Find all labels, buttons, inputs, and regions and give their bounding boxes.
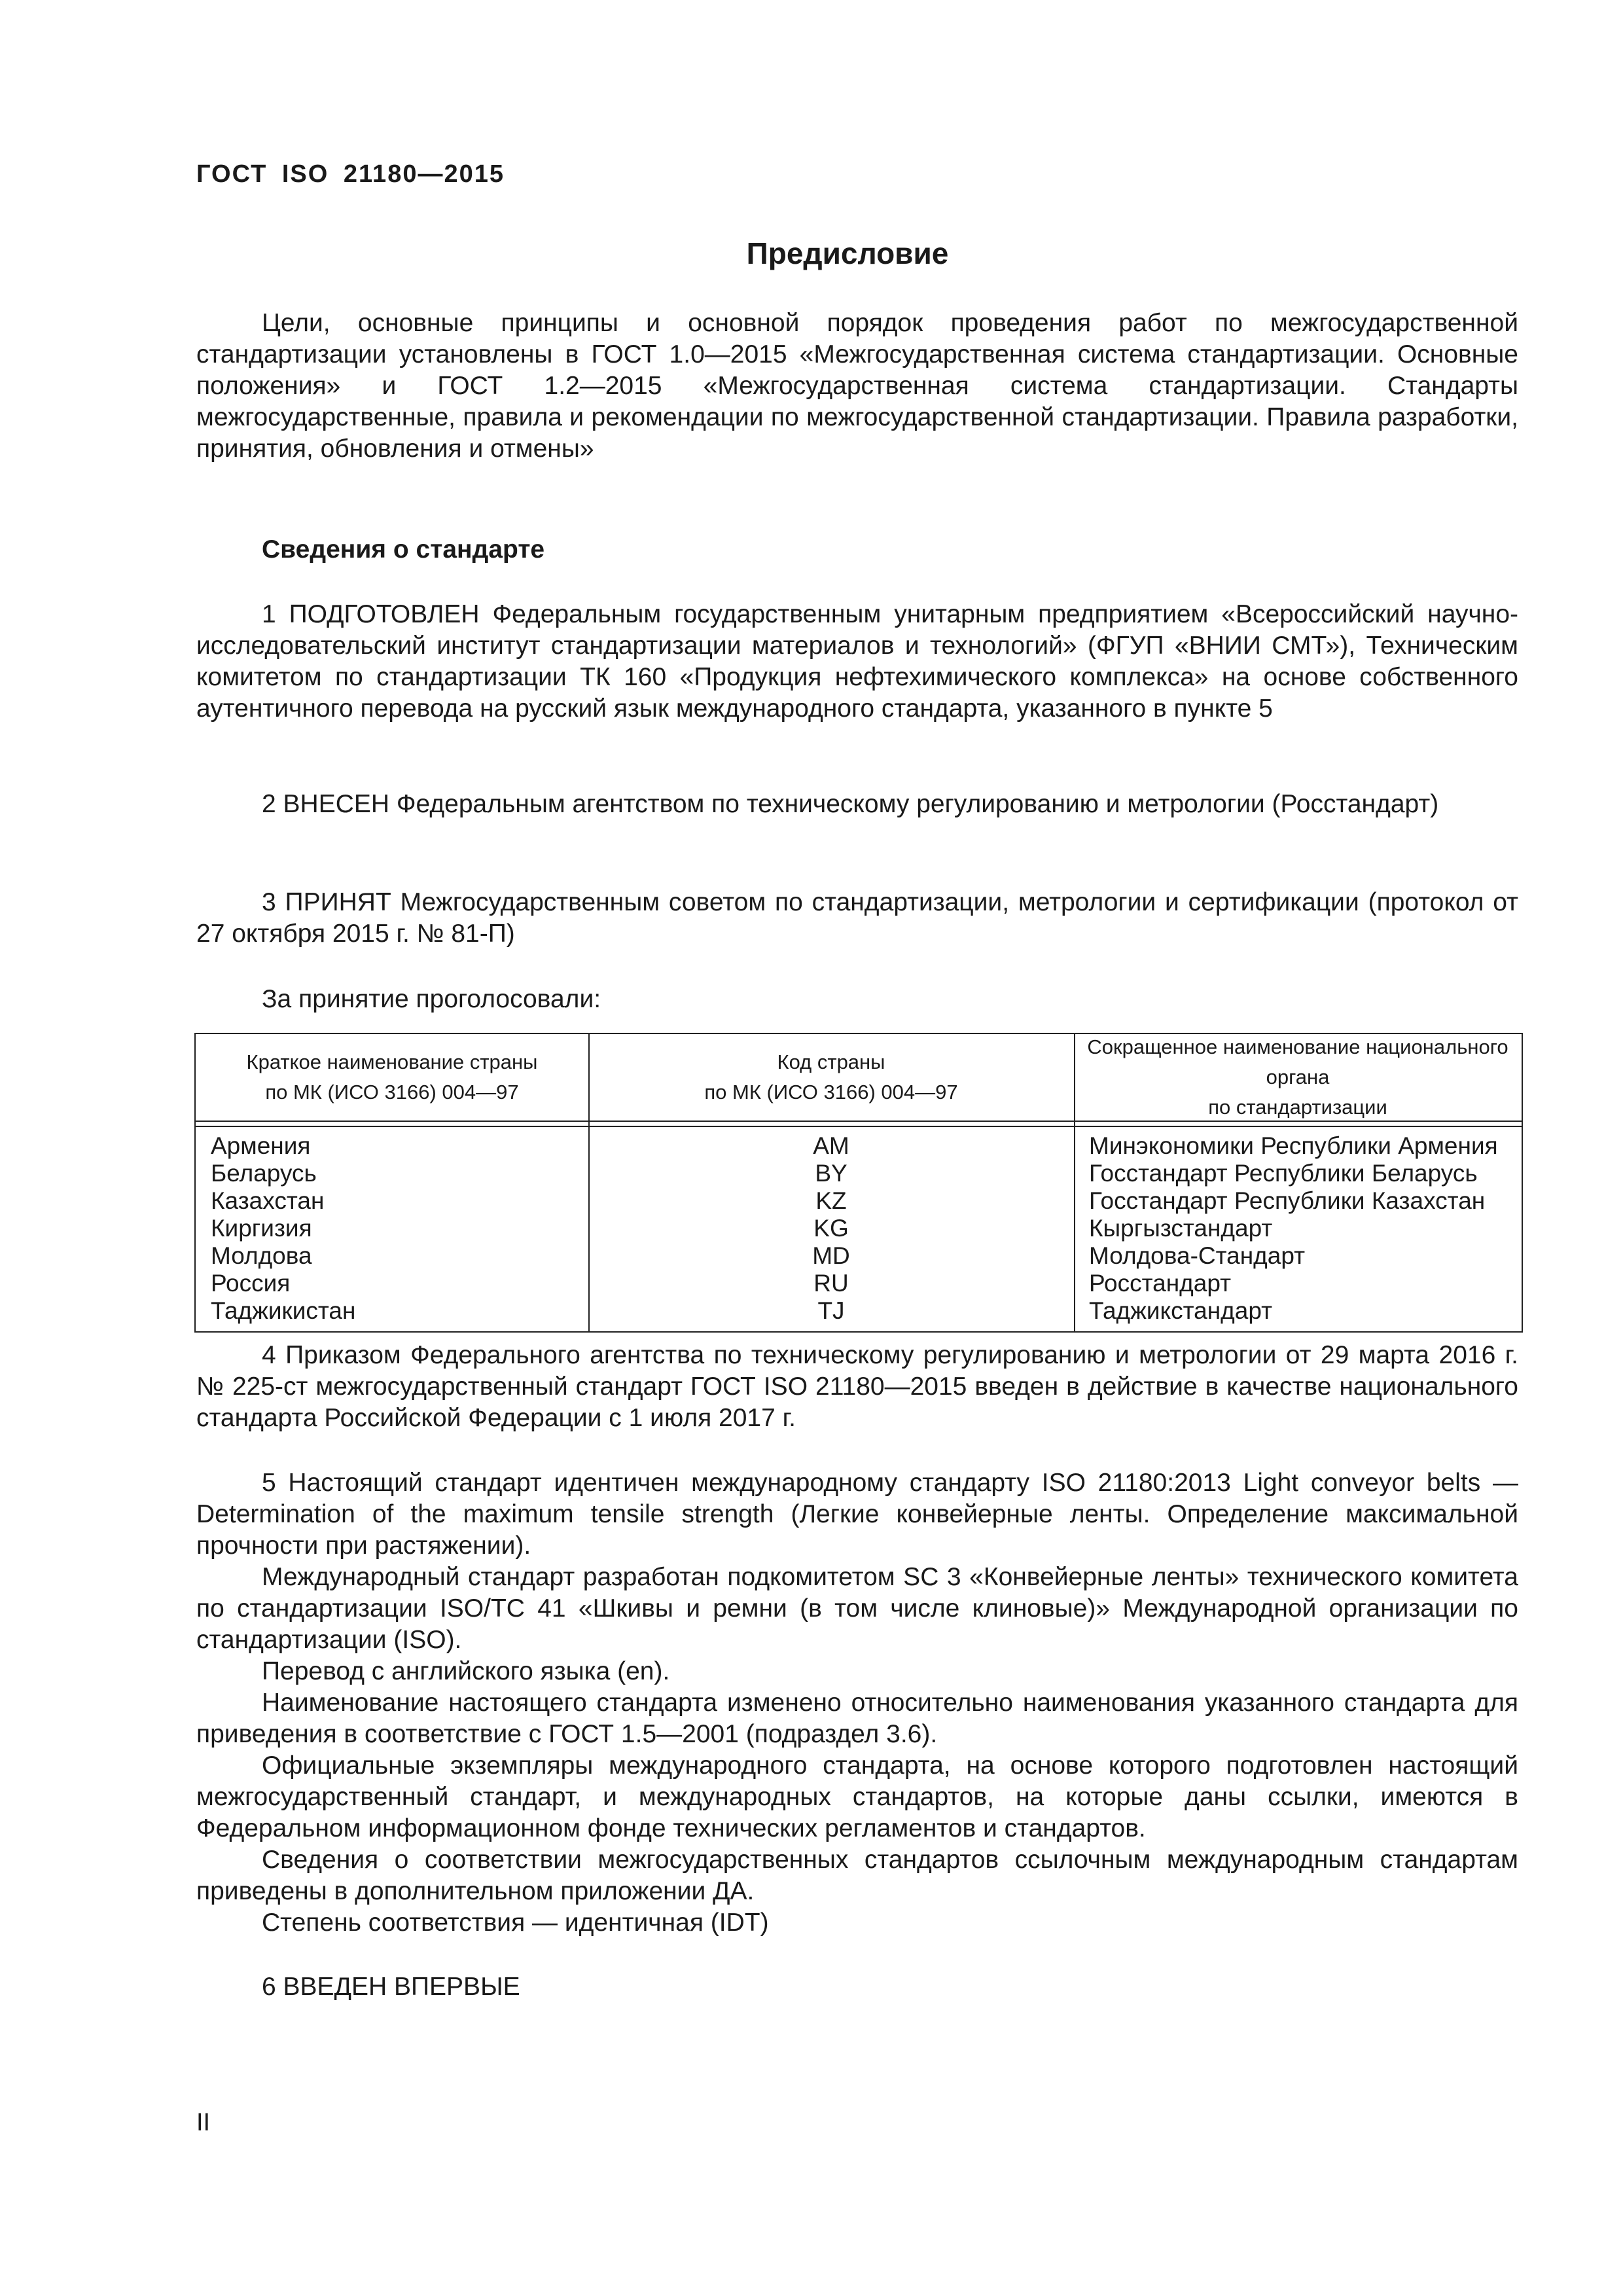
- table-header-country: Краткое наименование страны по МК (ИСО 3166) 004—97: [246, 1050, 538, 1103]
- table-divider: [1074, 1034, 1075, 1331]
- table-divider: [196, 1126, 1522, 1127]
- table-cell: Казахстан: [211, 1187, 325, 1214]
- table-cell: Госстандарт Республики Казахстан: [1089, 1187, 1486, 1214]
- table-cell: RU: [813, 1270, 849, 1297]
- table-column-body: [1089, 1132, 1498, 1325]
- item-2-paragraph: 2 ВНЕСЕН Федеральным агентством по техническому регулированию и метрологии (Росстандарт): [262, 790, 1439, 818]
- table-column-country: [211, 1132, 355, 1325]
- table-divider: [196, 1121, 1522, 1122]
- item-5-official-copies-paragraph: Официальные экземпляры международного стандарта, на основе которого подготовлен настоящий межгосударственный стандарт, и международных стандартов, на которые даны ссылки, имеются в Федеральном информационном фонде технических регламентов и стандартов.: [196, 1751, 1518, 1842]
- item-5-degree-paragraph: Степень соответствия — идентичная (IDT): [262, 1909, 769, 1937]
- vote-caption: За принятие проголосовали:: [262, 985, 601, 1013]
- section-title: Сведения о стандарте: [262, 535, 545, 564]
- item-5-name-change-paragraph: Наименование настоящего стандарта изменено относительно наименования указанного стандарта для приведения в соответствие с ГОСТ 1.5—2001 (подраздел 3.6).: [196, 1689, 1518, 1748]
- table-cell: KZ: [815, 1187, 847, 1214]
- table-cell: Киргизия: [211, 1215, 312, 1242]
- table-cell: Молдова: [211, 1242, 312, 1269]
- table-cell: KG: [813, 1215, 849, 1242]
- table-column-code: [588, 1132, 1074, 1325]
- table-cell: AM: [813, 1132, 849, 1159]
- item-6-paragraph: 6 ВВЕДЕН ВПЕРВЫЕ: [262, 1973, 520, 2001]
- table-cell: Армения: [211, 1132, 311, 1159]
- table-cell: Росстандарт: [1089, 1270, 1232, 1297]
- table-header-body: Сокращенное наименование национального органа по стандартизации: [1087, 1035, 1508, 1119]
- item-4-paragraph: 4 Приказом Федерального агентства по техническому регулированию и метрологии от 29 марта 2016 г. № 225-ст межгосударственный стандарт ГОСТ ISO 21180—2015 введен в действие в качестве национального стандарта Российской Федерации с 1 июля 2017 г.: [196, 1341, 1518, 1432]
- item-1-paragraph: 1 ПОДГОТОВЛЕН Федеральным государственным унитарным предприятием «Всероссийский научно-исследовательский институт стандартизации материалов и технологий» (ФГУП «ВНИИ СМТ»), Техническим комитетом по стандартизации ТК 160 «Продукция нефтехимического комплекса» на основе собственного аутентичного перевода на русский язык международного стандарта, указанного в пункте 5: [196, 600, 1518, 723]
- table-cell: Беларусь: [211, 1160, 317, 1187]
- table-cell: BY: [815, 1160, 847, 1187]
- table-cell: Минэкономики Республики Армения: [1089, 1132, 1498, 1159]
- table-cell: Таджикистан: [211, 1297, 356, 1324]
- table-cell: Таджикстандарт: [1089, 1297, 1273, 1324]
- intro-paragraph: Цели, основные принципы и основной порядок проведения работ по межгосударственной стандартизации установлены в ГОСТ 1.0—2015 «Межгосударственная система стандартизации. Основные положения» и ГОСТ 1.2—2015 «Межгосударственная система стандартизации. Стандарты межгосударственные, правила и рекомендации по межгосударственной стандартизации. Правила разработки, принятия, обновления и отмены»: [196, 309, 1518, 463]
- document-header: ГОСТ ISO 21180—2015: [196, 160, 505, 188]
- table-cell: TJ: [817, 1297, 845, 1324]
- item-5-developer-paragraph: Международный стандарт разработан подкомитетом SC 3 «Конвейерные ленты» технического комитета по стандартизации ISO/TC 41 «Шкивы и ремни (в том числе клиновые)» Международной организации по стандартизации (ISO).: [196, 1563, 1518, 1654]
- table-cell: MD: [812, 1242, 850, 1269]
- item-5-correspondence-paragraph: Сведения о соответствии межгосударственных стандартов ссылочным международным стандартам приведены в дополнительном приложении ДА.: [196, 1846, 1518, 1905]
- voting-table: [194, 1033, 1523, 1333]
- table-cell: Кыргызстандарт: [1089, 1215, 1273, 1242]
- table-cell: Госстандарт Республики Беларусь: [1089, 1160, 1478, 1187]
- table-cell: Россия: [211, 1270, 291, 1297]
- item-3-paragraph: 3 ПРИНЯТ Межгосударственным советом по стандартизации, метрологии и сертификации (протокол от 27 октября 2015 г. № 81-П): [196, 888, 1518, 948]
- table-cell: Молдова-Стандарт: [1089, 1242, 1306, 1269]
- item-5-paragraph: 5 Настоящий стандарт идентичен международному стандарту ISO 21180:2013 Light conveyor belts — Determination of the maximum tensile strength (Легкие конвейерные ленты. Определение максимальной прочности при растяжении).: [196, 1469, 1518, 1560]
- item-5-translation-paragraph: Перевод с английского языка (en).: [262, 1657, 670, 1685]
- page-title: Предисловие: [746, 236, 949, 270]
- page-number: II: [196, 2109, 211, 2136]
- table-header-code: Код страны по МК (ИСО 3166) 004—97: [704, 1050, 958, 1103]
